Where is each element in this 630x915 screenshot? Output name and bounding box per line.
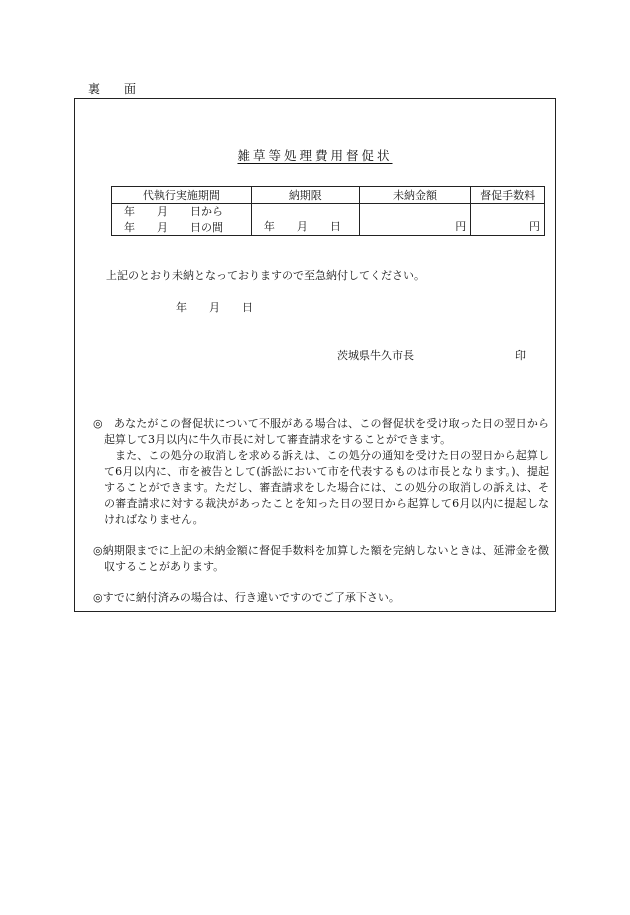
already-paid-paragraph: ◎すでに納付済みの場合は、行き違いですのでご了承下さい。 (93, 591, 400, 604)
page-side-label: 裏 面 (88, 82, 143, 96)
late-fee-paragraph: ◎納期限までに上記の未納金額に督促手数料を加算した額を完納しないときは、延滞金を徴収することがあります。 (93, 544, 549, 573)
unpaid-amount-cell: 円 (359, 204, 471, 236)
period-to: 年 月 日の間 (124, 221, 223, 234)
document-title: 雑草等処理費用督促状 (237, 148, 393, 163)
table-header-row (112, 187, 545, 204)
appeal-paragraph-1: ◎ あなたがこの督促状について不服がある場合は、この督促状を受け取った日の翌日から起算して3月以内に牛久市長に対して審査請求をすることができます。 (93, 417, 549, 446)
header-unpaid-amount: 未納金額 (359, 187, 471, 204)
payment-notice: 上記のとおり未納となっておりますので至急納付してください。 (106, 269, 425, 282)
notice-frame (74, 98, 556, 612)
execution-period-cell (112, 204, 252, 236)
header-execution-period: 代執行実施期間 (112, 187, 252, 204)
deadline-cell: 年 月 日 (251, 204, 359, 236)
header-deadline: 納期限 (251, 187, 359, 204)
table-row (112, 204, 545, 236)
reminder-fee-cell: 円 (471, 204, 545, 236)
summary-table (111, 186, 545, 236)
period-from: 年 月 日から (124, 205, 223, 218)
issue-date: 年 月 日 (176, 301, 253, 314)
remarks-section (93, 416, 549, 606)
header-reminder-fee: 督促手数料 (471, 187, 545, 204)
seal-mark: 印 (515, 349, 526, 362)
appeal-paragraph-2: また、この処分の取消しを求める訴えは、この処分の通知を受けた日の翌日から起算して6月以内に、市を被告として(訴訟において市を代表するものは市長となります。)、提起することができます。ただし、審査請求をした場合には、この処分の取消しの訴えは、その審査請求に対する裁決があったことを知った日の翌日から起算して6月以内に提起しなければなりません。 (104, 449, 549, 526)
issuer-name: 茨城県牛久市長 (337, 349, 414, 362)
